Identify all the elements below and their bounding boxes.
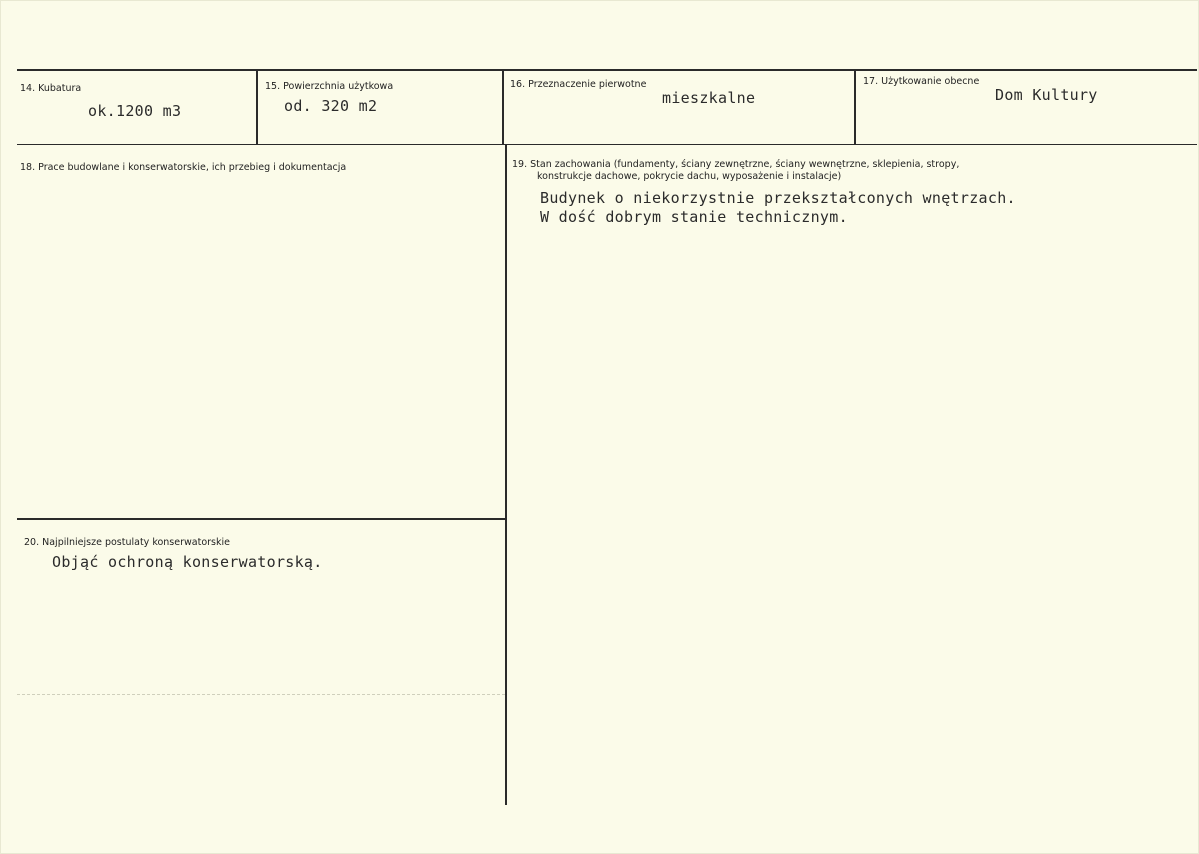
field-14-value: ok.1200 m3: [88, 102, 182, 120]
field-14-label: 14. Kubatura: [20, 83, 82, 94]
field-19-label-line2: konstrukcje dachowe, pokrycie dachu, wyposażenie i instalacje): [537, 171, 842, 182]
field-16-value: mieszkalne: [662, 89, 756, 107]
field-19-value-line1: Budynek o niekorzystnie przekształconych wnętrzach.: [540, 189, 1016, 207]
field-20-label: 20. Najpilniejsze postulaty konserwatorskie: [24, 537, 230, 548]
field-16-label: 16. Przeznaczenie pierwotne: [510, 79, 647, 90]
field-17-label: 17. Użytkowanie obecne: [863, 76, 980, 87]
divider-15-16: [502, 69, 504, 145]
field-18-label: 18. Prace budowlane i konserwatorskie, ich przebieg i dokumentacja: [20, 162, 347, 173]
field-20-value: Objąć ochroną konserwatorską.: [52, 553, 323, 571]
field-19-label-line1: 19. Stan zachowania (fundamenty, ściany zewnętrzne, ściany wewnętrzne, sklepienia, stropy,: [512, 159, 960, 170]
main-column-divider: [505, 145, 507, 805]
divider-14-15: [256, 69, 258, 145]
field-15-value: od. 320 m2: [284, 97, 378, 115]
row1-bottom-rule: [17, 144, 1197, 145]
top-rule: [17, 69, 1197, 71]
field-17-value: Dom Kultury: [995, 86, 1098, 104]
row18-bottom-rule: [17, 518, 506, 520]
field-15-label: 15. Powierzchnia użytkowa: [265, 81, 394, 92]
faint-dashed-line: [17, 694, 505, 695]
field-19-value-line2: W dość dobrym stanie technicznym.: [540, 208, 848, 226]
divider-16-17: [854, 69, 856, 145]
